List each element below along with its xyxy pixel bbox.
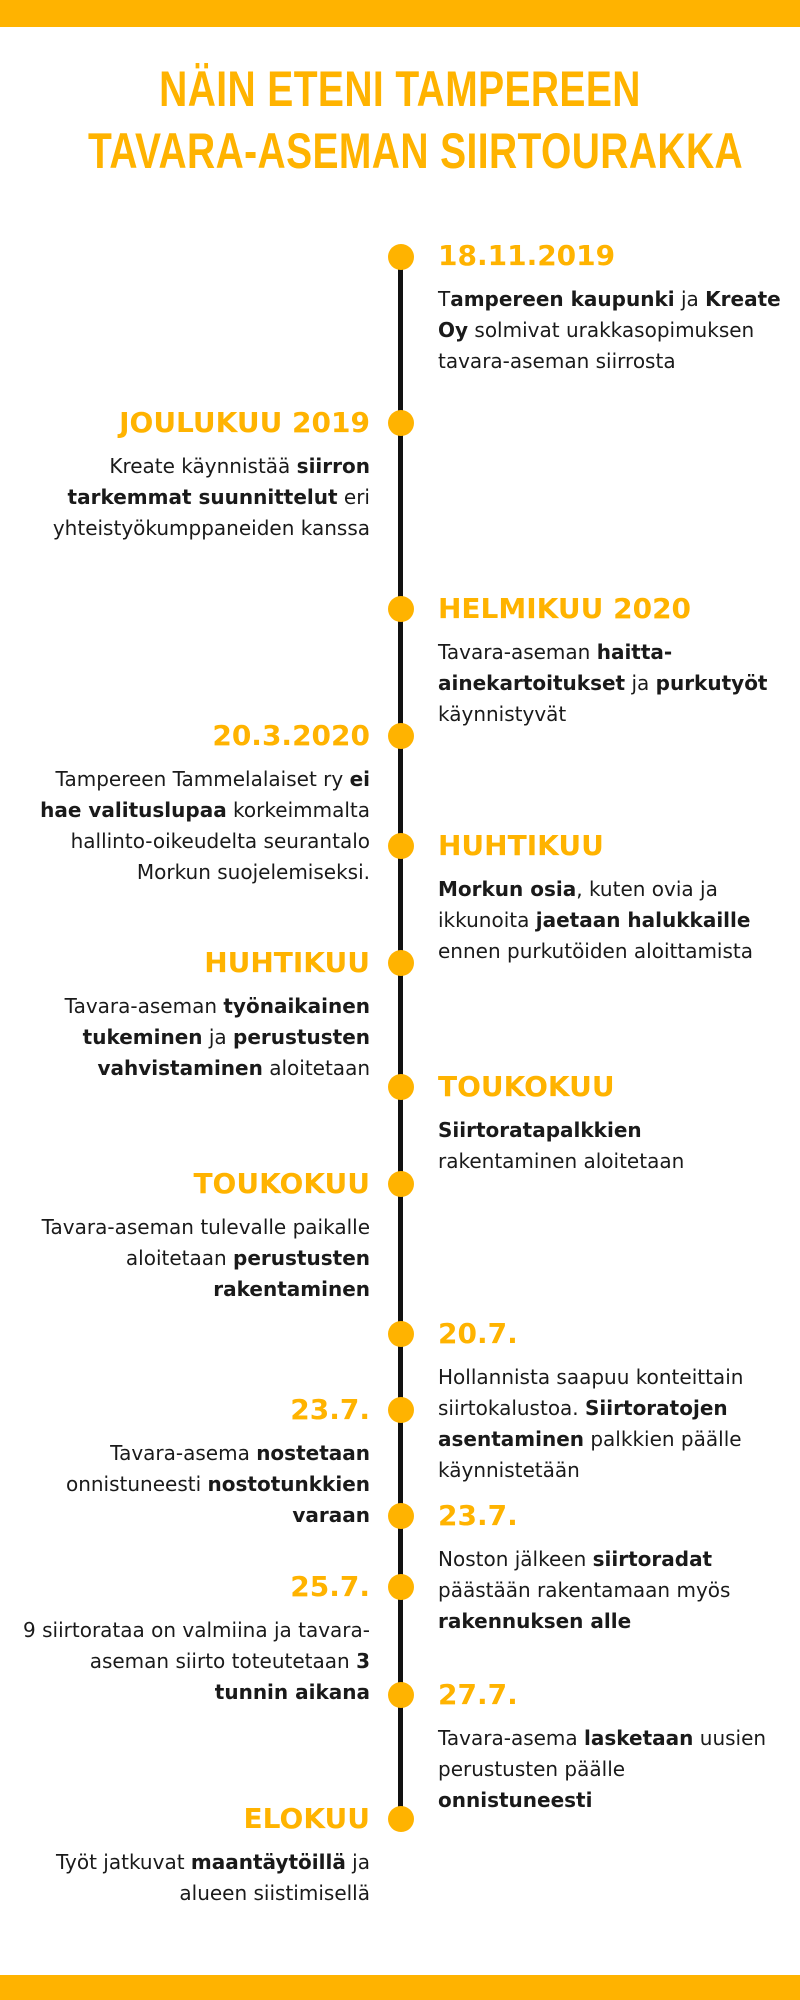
event-date: 20.3.2020 [212,719,370,752]
emphasis-text: maantäytöillä [190,1850,346,1874]
timeline-dot [388,596,414,622]
emphasis-text: haitta-ainekartoitukset [438,640,673,695]
emphasis-text: siirron tarkemmat suunnittelut [67,454,370,509]
event-description: Hollannista saapuu konteittain siirtokalustoa. Siirtoratojen asentaminen palkkien päälle käynnistetään [438,1365,744,1482]
event-date: JOULUKUU 2019 [119,406,370,439]
event-description: Tampereen kaupunki ja Kreate Oy solmivat urakkasopimuksen tavara-aseman siirrosta [438,287,781,373]
timeline-event [10,1392,370,1531]
event-description: Työt jatkuvat maantäytöillä ja alueen siistimisellä [55,1850,370,1905]
emphasis-text: purkutyöt [655,671,768,695]
timeline-dot [388,1574,414,1600]
emphasis-text: Siirtoratapalkkien [438,1118,642,1142]
emphasis-text: perustusten rakentaminen [213,1246,370,1301]
timeline-event [438,1069,783,1177]
emphasis-text: 3 tunnin aikana [214,1649,370,1704]
event-date: 20.7. [438,1317,518,1350]
event-description: Siirtoratapalkkien rakentaminen aloitetaan [438,1118,685,1173]
emphasis-text: onnistuneesti [438,1788,593,1812]
event-description: Tavara-aseman tulevalle paikalle aloitetaan perustusten rakentaminen [41,1215,370,1301]
timeline-event [438,1498,783,1637]
timeline-dot [388,1806,414,1832]
emphasis-text: jaetaan halukkaille [535,908,751,932]
page-title [88,58,744,182]
timeline-dot [388,1503,414,1529]
event-date: 23.7. [438,1499,518,1532]
timeline-event [438,1677,783,1816]
timeline-dot [388,833,414,859]
event-date: HUHTIKUU [204,946,370,979]
timeline-event [10,1569,370,1708]
title-line-1: NÄIN ETENI TAMPEREEN [159,61,641,117]
top-accent-bar [0,0,800,27]
emphasis-text: siirtoradat [592,1547,713,1571]
emphasis-text: rakennuksen alle [438,1609,632,1633]
timeline-event [10,1166,370,1305]
event-date: HELMIKUU 2020 [438,592,692,625]
emphasis-text: perustusten vahvistaminen [97,1025,370,1080]
timeline-dot [388,723,414,749]
event-description: Tampereen Tammelalaiset ry ei hae valituslupaa korkeimmalta hallinto-oikeudelta seurantalo Morkun suojelemiseksi. [40,767,370,884]
event-date: 18.11.2019 [438,239,616,272]
timeline-dot [388,950,414,976]
timeline-dot [388,1171,414,1197]
event-description: Noston jälkeen siirtoradat päästään rakentamaan myös rakennuksen alle [438,1547,731,1633]
timeline-event [438,828,783,967]
timeline-dot [388,1682,414,1708]
emphasis-text: työnaikainen tukeminen [82,994,370,1049]
event-date: TOUKOKUU [193,1167,370,1200]
title-line-2: TAVARA-ASEMAN SIIRTOURAKKA [88,123,744,179]
event-date: TOUKOKUU [438,1070,615,1103]
emphasis-text: Kreate Oy [438,287,781,342]
emphasis-text: nostotunkkien varaan [207,1472,370,1527]
emphasis-text: Siirtoratojen asentaminen [438,1396,728,1451]
emphasis-text: ampereen kaupunki [450,287,675,311]
event-description: Tavara-aseman haitta-ainekartoitukset ja purkutyöt käynnistyvät [438,640,768,726]
event-description: Morkun osia, kuten ovia ja ikkunoita jaetaan halukkaille ennen purkutöiden aloittamista [438,877,753,963]
emphasis-text: ei hae valituslupaa [40,767,370,822]
timeline-event [438,238,783,377]
event-description: Kreate käynnistää siirron tarkemmat suunnittelut eri yhteistyökumppaneiden kanssa [52,454,370,540]
timeline-dot [388,1397,414,1423]
timeline-event [10,405,370,544]
timeline-dot [388,1074,414,1100]
emphasis-text: nostetaan [256,1441,370,1465]
event-date: 23.7. [290,1393,370,1426]
emphasis-text: lasketaan [584,1726,694,1750]
emphasis-text: Morkun osia [438,877,577,901]
timeline-event [438,591,783,730]
timeline-event [10,945,370,1084]
timeline-dot [388,1321,414,1347]
event-description: Tavara-aseman työnaikainen tukeminen ja perustusten vahvistaminen aloitetaan [64,994,370,1080]
event-description: Tavara-asema nostetaan onnistuneesti nostotunkkien varaan [65,1441,370,1527]
bottom-accent-bar [0,1975,800,2000]
event-date: 25.7. [290,1570,370,1603]
timeline-event [10,1801,370,1909]
timeline-event [10,718,370,888]
timeline-event [438,1316,783,1486]
event-date: ELOKUU [243,1802,370,1835]
event-date: HUHTIKUU [438,829,604,862]
event-description: Tavara-asema lasketaan uusien perustusten päälle onnistuneesti [438,1726,767,1812]
event-description: 9 siirtorataa on valmiina ja tavara-aseman siirto toteutetaan 3 tunnin aikana [23,1618,370,1704]
timeline-dot [388,410,414,436]
event-date: 27.7. [438,1678,518,1711]
timeline-dot [388,244,414,270]
